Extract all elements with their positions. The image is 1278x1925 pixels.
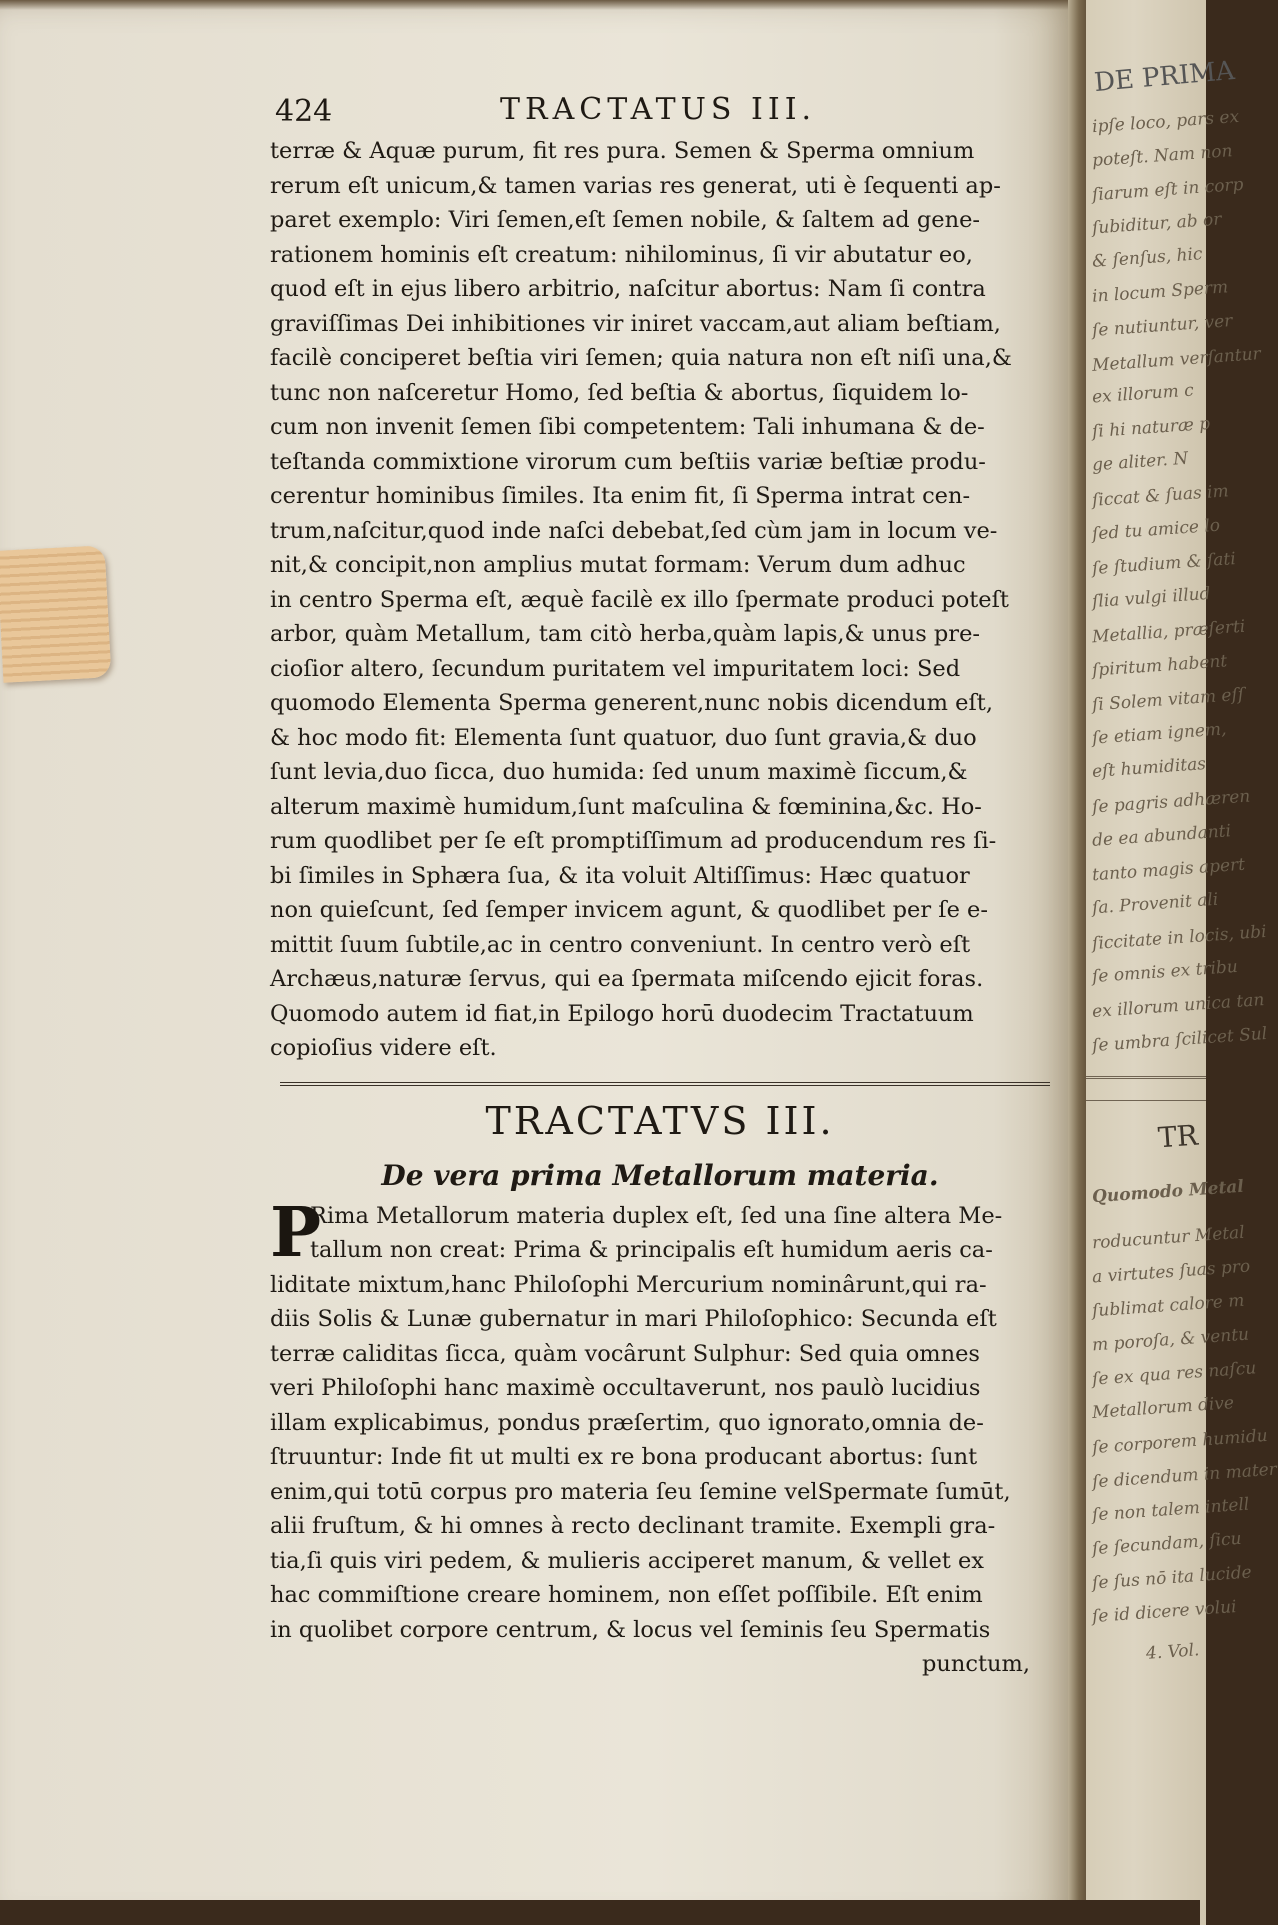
text-line: terræ caliditas ſicca, quàm vocârunt Sulphur: Sed quia omnes: [270, 1340, 980, 1367]
text-line: cerentur hominibus ſimiles. Ita enim fit, ſi Sperma intrat cen-: [270, 483, 971, 509]
facing-page-line: ſi Solem vitam eſſ: [1091, 684, 1245, 716]
facing-page-line: ſe dicendum in mater: [1091, 1459, 1278, 1493]
text-line: terræ & Aquæ purum, fit res pura. Semen & Sperma omnium: [270, 138, 975, 164]
text-line: alii fruſtum, & hi omnes à recto declinant tramite. Exempli gra-: [270, 1513, 996, 1539]
section-paragraph: [270, 1192, 1050, 1682]
facing-page-line: ſublimat calore m: [1091, 1290, 1246, 1322]
text-line: tunc non naſceretur Homo, ſed beſtia & abortus, ſiquidem lo-: [270, 379, 969, 406]
page-top-shadow: [0, 0, 1080, 10]
facing-page-line: ſe ex qua res naſcu: [1091, 1358, 1257, 1390]
facing-page-line: m poroſa, & ventu: [1091, 1324, 1250, 1356]
facing-page-line: ſe ſus nō ita lucide: [1091, 1562, 1253, 1594]
text-line: cum non invenit ſemen ſibi competentem: Tali inhumana & de-: [270, 414, 985, 440]
text-line: illam explicabimus, pondus præſertim, quo ignorato,omnia de-: [270, 1409, 984, 1436]
text-line: rationem hominis eſt creatum: nihilominus, ſi vir abutatur eo,: [270, 241, 973, 268]
text-line: ſunt levia,duo ſicca, duo humida: ſed unum maximè ſiccum,&: [270, 759, 968, 785]
text-line: quomodo Elementa Sperma generent,nunc nobis dicendum eſt,: [270, 690, 993, 716]
text-line: veri Philoſophi hanc maximè occultaverunt, nos paulò lucidius: [270, 1375, 981, 1401]
facing-page-line: Metallum verſantur: [1091, 344, 1262, 376]
section-divider: [280, 1082, 1050, 1087]
text-line: in centro Sperma eſt, æquè facilè ex illo ſpermate produci poteſt: [270, 586, 1009, 613]
facing-page-line: ex illorum c: [1091, 380, 1195, 408]
facing-page-line: ſe ſtudium & ſati: [1091, 549, 1237, 579]
facing-page-section-title: TR: [1156, 1118, 1199, 1155]
page-number: 424: [275, 94, 333, 129]
facing-page-line: ſe umbra ſcilicet Sul: [1091, 1023, 1268, 1057]
top-paragraph: [270, 134, 1050, 1066]
text-line: arbor, quàm Metallum, tam citò herba,quàm lapis,& unus pre-: [270, 621, 980, 647]
text-line: Rima Metallorum materia duplex eſt, ſed una ſine altera Me-: [310, 1202, 1003, 1229]
text-line: rerum eſt unicum,& tamen varias res generat, uti è ſequenti ap-: [270, 172, 1001, 199]
facing-page-line: ſe pagris adhæren: [1091, 786, 1251, 818]
facing-page-subtitle: Quomodo Metal: [1091, 1176, 1245, 1208]
section-title: TRACTATVS III.: [485, 1098, 835, 1143]
facing-page: [1086, 0, 1278, 1925]
facing-page-line: poteſt. Nam non: [1091, 141, 1234, 171]
facing-page-line: ſe etiam ignem,: [1091, 719, 1228, 749]
facing-page-line: eſt humiditas: [1091, 754, 1207, 782]
text-line: bi ſimiles in Sphæra ſua, & ita voluit Altiſſimus: Hæc quatuor: [270, 862, 970, 889]
facing-page-line: ſe id dicere volui: [1091, 1596, 1238, 1628]
text-line: tallum non creat: Prima & principalis eſt humidum aeris ca-: [310, 1237, 993, 1263]
facing-page-line: ſe corporem humidu: [1091, 1425, 1269, 1459]
bookmark-tab: [0, 545, 111, 682]
facing-page-line: ſe ſecundam, ſicu: [1091, 1528, 1243, 1560]
text-line: quod eſt in ejus libero arbitrio, naſcitur abortus: Nam ſi contra: [270, 276, 986, 302]
text-line: hac commiſtione creare hominem, non eſſet poſſibile. Eſt enim: [270, 1582, 983, 1608]
facing-page-line: ſubiditur, ab or: [1091, 209, 1223, 239]
facing-page-line: ſi hi naturæ p: [1091, 413, 1211, 443]
facing-page-catchword: 4. Vol.: [1145, 1640, 1201, 1664]
running-title: TRACTATUS III.: [500, 92, 817, 127]
facing-page-line: de ea abundanti: [1091, 821, 1232, 851]
facing-page-line: ſed tu amice lo: [1091, 515, 1221, 545]
text-line: enim,qui totū corpus pro materia ſeu ſemine velSpermate ſumūt,: [270, 1478, 1011, 1505]
text-line: nit,& concipit,non amplius mutat formam: Verum dum adhuc: [270, 552, 966, 578]
text-line: in quolibet corpore centrum, & locus vel ſeminis ſeu Spermatis: [270, 1616, 991, 1643]
text-line: trum,naſcitur,quod inde naſci debebat,ſed cùm jam in locum ve-: [270, 517, 998, 544]
drop-cap: P: [270, 1192, 322, 1273]
text-line: diis Solis & Lunæ gubernatur in mari Philoſophico: Secunda eſt: [270, 1306, 997, 1332]
text-line: Quomodo autem id fiat,in Epilogo horū duodecim Tractatuum: [270, 1000, 974, 1027]
facing-page-divider: [1086, 1076, 1206, 1079]
facing-page-line: ex illorum unica tan: [1091, 990, 1266, 1022]
facing-page-line: a virtutes ſuas pro: [1091, 1256, 1251, 1288]
page-bottom-edge: [0, 1900, 1200, 1925]
text-line: tia,ſi quis viri pedem, & mulieris acciperet manum, & vellet ex: [270, 1547, 985, 1574]
text-line: paret exemplo: Viri ſemen,eſt ſemen nobile, & ſaltem ad gene-: [270, 207, 980, 233]
text-line: copioſius videre eſt.: [270, 1035, 497, 1061]
facing-page-line: ſe non talem intell: [1091, 1494, 1250, 1526]
text-line: liditate mixtum,hanc Philoſophi Mercurium nominârunt,qui ra-: [270, 1271, 987, 1298]
text-line: alterum maximè humidum,ſunt maſculina & fœminina,&c. Ho-: [270, 793, 982, 820]
text-line: cioſior altero, ſecundum puritatem vel impuritatem loci: Sed: [270, 655, 961, 682]
facing-page-line: ſlia vulgi illud: [1091, 583, 1212, 613]
facing-page-line: in locum Sperm: [1091, 277, 1229, 307]
catchword: punctum,: [921, 1651, 1030, 1677]
text-line: Archæus,naturæ ſervus, qui ea ſpermata miſcendo ejicit foras.: [270, 966, 984, 992]
facing-page-line: Metallia, præſerti: [1091, 616, 1246, 648]
facing-page-line: ipſe loco, pars ex: [1091, 106, 1240, 138]
facing-page-line: ſiarum eſt in corp: [1091, 174, 1245, 206]
text-line: facilè conciperet beſtia viri ſemen; quia natura non eſt niſi una,&: [270, 345, 1012, 371]
facing-page-divider-thin: [1086, 1100, 1206, 1101]
facing-page-line: ſiccitate in locis, ubi: [1091, 921, 1268, 955]
facing-page-line: roducuntur Metal: [1091, 1222, 1246, 1254]
text-line: ſtruuntur: Inde fit ut multi ex re bona producant abortus: ſunt: [270, 1444, 978, 1470]
text-line: rum quodlibet per ſe eſt promptiſſimum ad producendum res ſi-: [270, 828, 997, 854]
facing-page-line: Metallorum dive: [1091, 1393, 1235, 1423]
text-line: teſtanda commixtione virorum cum beſtiis variæ beſtiæ produ-: [270, 448, 986, 475]
text-line: graviſſimas Dei inhibitiones vir iniret vaccam,aut aliam beſtiam,: [270, 310, 1001, 337]
facing-page-heading: DE PRIMA: [1092, 55, 1236, 99]
running-head: [270, 88, 1050, 134]
text-line: mittit ſuum ſubtile,ac in centro conveniunt. In centro verò eſt: [270, 931, 971, 958]
facing-page-line: ge aliter. N: [1091, 448, 1189, 476]
facing-page-line: & ſenſus, hic: [1091, 244, 1204, 272]
facing-page-line: ſiccat & ſuas im: [1091, 481, 1230, 511]
text-column: [270, 88, 1050, 1682]
text-line: & hoc modo fit: Elementa ſunt quatuor, duo ſunt gravia,& duo: [270, 724, 977, 751]
text-line: non quieſcunt, ſed ſemper invicem agunt, & quodlibet per ſe e-: [270, 897, 988, 923]
facing-page-line: ſa. Provenit ali: [1091, 889, 1219, 919]
facing-page-line: tanto magis apert: [1091, 854, 1246, 886]
facing-page-line: ſe omnis ex tribu: [1091, 956, 1239, 988]
facing-page-line: ſpiritum habent: [1091, 651, 1228, 681]
section-subtitle: De vera prima Metallorum materia.: [381, 1158, 939, 1192]
facing-page-line: ſe nutiuntur, ver: [1091, 311, 1233, 341]
